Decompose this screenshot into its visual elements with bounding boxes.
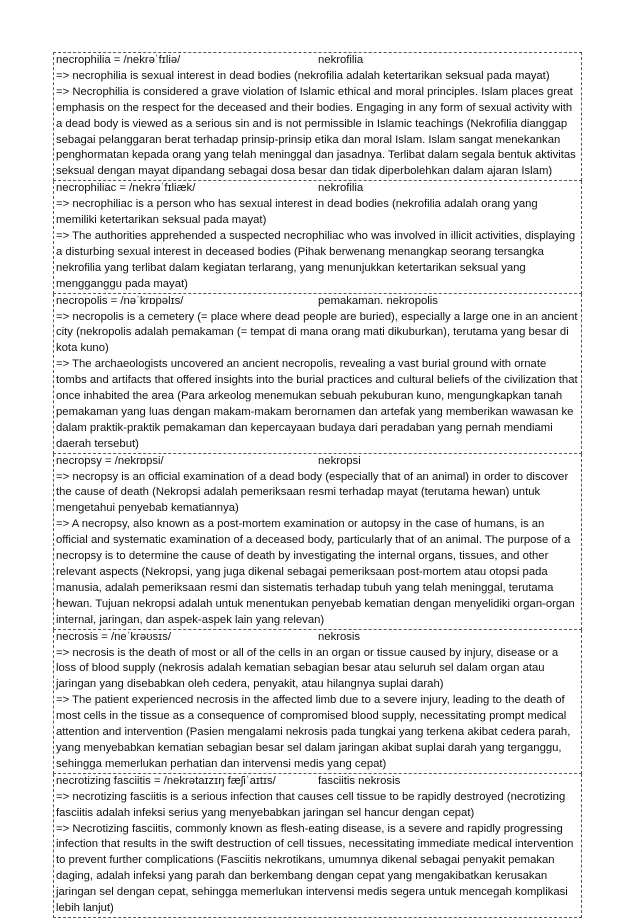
entry-necrosis (53, 630, 582, 774)
entry-necrophilia (53, 52, 582, 181)
entry-necropolis (53, 294, 582, 454)
entry-necrotizing-fasciitis (53, 774, 582, 918)
entry-term: necrosis = /neˈkrəʊsɪs/ (56, 630, 171, 643)
entry-definition: => necrotizing fasciitis is a serious infection that causes cell tissue to be rapidly destroyed (necrotizing fasciitis adalah infeksi serius yang menyebabkan jaringan sel hancur dengan cepat) (56, 790, 566, 819)
entry-header (56, 53, 579, 69)
entry-header (56, 181, 579, 197)
entry-example: => Necrotizing fasciitis, commonly known as flesh-eating disease, is a severe and rapidly progressing infection that results in the swift destruction of cell tissues, necessitating immediate medical intervention to prevent further complications (Fasciitis nekrotikans, umumnya dikenal sebagai penyakit pemakan daging, adalah infeksi yang parah dan berkembang dengan cepat yang mengakibatkan kerusakan jaringan sel dengan cepat, sehingga memerlukan intervensi medis segera untuk mencegah komplikasi lebih lanjut) (56, 822, 574, 915)
entry-header (56, 454, 579, 470)
entry-header (56, 630, 579, 646)
entry-definition: => necrophiliac is a person who has sexual interest in dead bodies (nekrofilia adalah orang yang memiliki ketertarikan seksual pada mayat) (56, 198, 538, 227)
entry-translation: fasciitis nekrosis (318, 774, 401, 787)
entry-term: necrophiliac = /nekrəˈfɪliæk/ (56, 182, 196, 195)
entry-necropsy (53, 454, 582, 630)
entry-term: necropolis = /nəˈkrɒpəlɪs/ (56, 294, 184, 307)
entry-translation: nekrofilia (318, 54, 364, 66)
entry-example: => The patient experienced necrosis in the affected limb due to a severe injury, leading to the death of most cells in the tissue as a consequence of compromised blood supply, necessitating prompt medical attention and intervention (Pasien mengalami nekrosis pada tungkai yang terkena akibat cedera parah, yang menyebabkan kematian sebagian besar sel dalam jaringan akibat suplai darah yang terganggu, sehingga memerlukan perhatian dan intervensi medis yang cepat) (56, 694, 571, 770)
entry-example: => The authorities apprehended a suspected necrophiliac who was involved in illicit activities, displaying a disturbing sexual interest in deceased bodies (Pihak berwenang menangkap seorang tersangka nekrofilia yang terlibat dalam kegiatan terlarang, yang menunjukkan ketertarikan seksual yang mengganggu pada mayat) (56, 229, 576, 290)
entry-term: necrophilia = /nekrəˈfɪliə/ (56, 54, 181, 66)
entry-definition: => necropsy is an official examination of a dead body (especially that of an animal) in order to discover the cause of death (Nekropsi adalah pemeriksaan resmi terhadap mayat (terutama hewan) untuk mengetahui penyebab kematiannya) (56, 470, 569, 515)
entry-header (56, 774, 579, 790)
entry-translation: nekrofilia (318, 182, 364, 195)
entry-example: => The archaeologists uncovered an ancient necropolis, revealing a vast burial ground with ornate tombs and artifacts that offered insights into the burial practices and cultural beliefs of the civilization that once inhabited the area (Para arkeolog menemukan sebuah pekuburan kuno, mengungkapkan tanah pemakaman yang luas dengan makam-makam berornamen dan artefak yang memberikan wawasan ke dalam praktik-praktik pemakaman dan kepercayaan budaya dari peradaban yang pernah mendiami daerah tersebut) (56, 358, 578, 450)
entry-definition: => necropolis is a cemetery (= place where dead people are buried), especially a large one in an ancient city (nekropolis adalah pemakaman (= tempat di mana orang mati dikuburkan), terutama yang besar di kota kuno) (56, 310, 578, 355)
entry-translation: nekrosis (318, 630, 361, 643)
entry-example: => Necrophilia is considered a grave violation of Islamic ethical and moral principles. Islam places great emphasis on the respect for the deceased and their bodies. Engaging in any form of sexual activity with a dead body is viewed as a serious sin and is not permissible in Islamic teachings (Nekrofilia dianggap sebagai pelanggaran berat terhadap prinsip-prinsip etika dan moral Islam. Islam sangat menekankan penghormatan kepada orang yang telah meninggal dan jasadnya. Terlibat dalam segala bentuk aktivitas seksual dengan mayat dipandang sebagai dosa besar dan tidak diperbolehkan dalam ajaran Islam) (56, 85, 576, 178)
entry-term: necrotizing fasciitis = /nekrətaɪzɪŋ fæʃiˈaɪtɪs/ (56, 774, 276, 787)
entry-definition: => necrosis is the death of most or all of the cells in an organ or tissue caused by injury, disease or a loss of blood supply (nekrosis adalah kematian sebagian besar atau seluruh sel dalam organ atau jaringan yang disebabkan oleh cedera, penyakit, atau hilangnya suplai darah) (56, 646, 559, 691)
vocabulary-page (53, 52, 582, 918)
entry-translation: nekropsi (318, 454, 361, 467)
entry-definition: => necrophilia is sexual interest in dead bodies (nekrofilia adalah ketertarikan seksual pada mayat) (56, 69, 550, 82)
entry-header (56, 294, 579, 310)
entry-necrophiliac (53, 181, 582, 293)
entry-term: necropsy = /nekrɒpsi/ (56, 454, 164, 467)
entry-translation: pemakaman. nekropolis (318, 294, 438, 307)
entry-example: => A necropsy, also known as a post-mortem examination or autopsy in the case of humans, is an official and systematic examination of a deceased body, particularly that of an animal. The purpose of a necropsy is to determine the cause of death by investigating the internal organs, tissues, and other relevant aspects (Nekropsi, yang juga dikenal sebagai pemeriksaan post-mortem atau otopsi pada manusia, adalah pemeriksaan resmi dan sistematis terhadap tubuh yang telah meninggal, terutama hewan. Tujuan nekropsi adalah untuk menentukan penyebab kematian dengan menyelidiki organ-organ internal, jaringan, dan aspek-aspek lain yang relevan) (56, 518, 575, 626)
